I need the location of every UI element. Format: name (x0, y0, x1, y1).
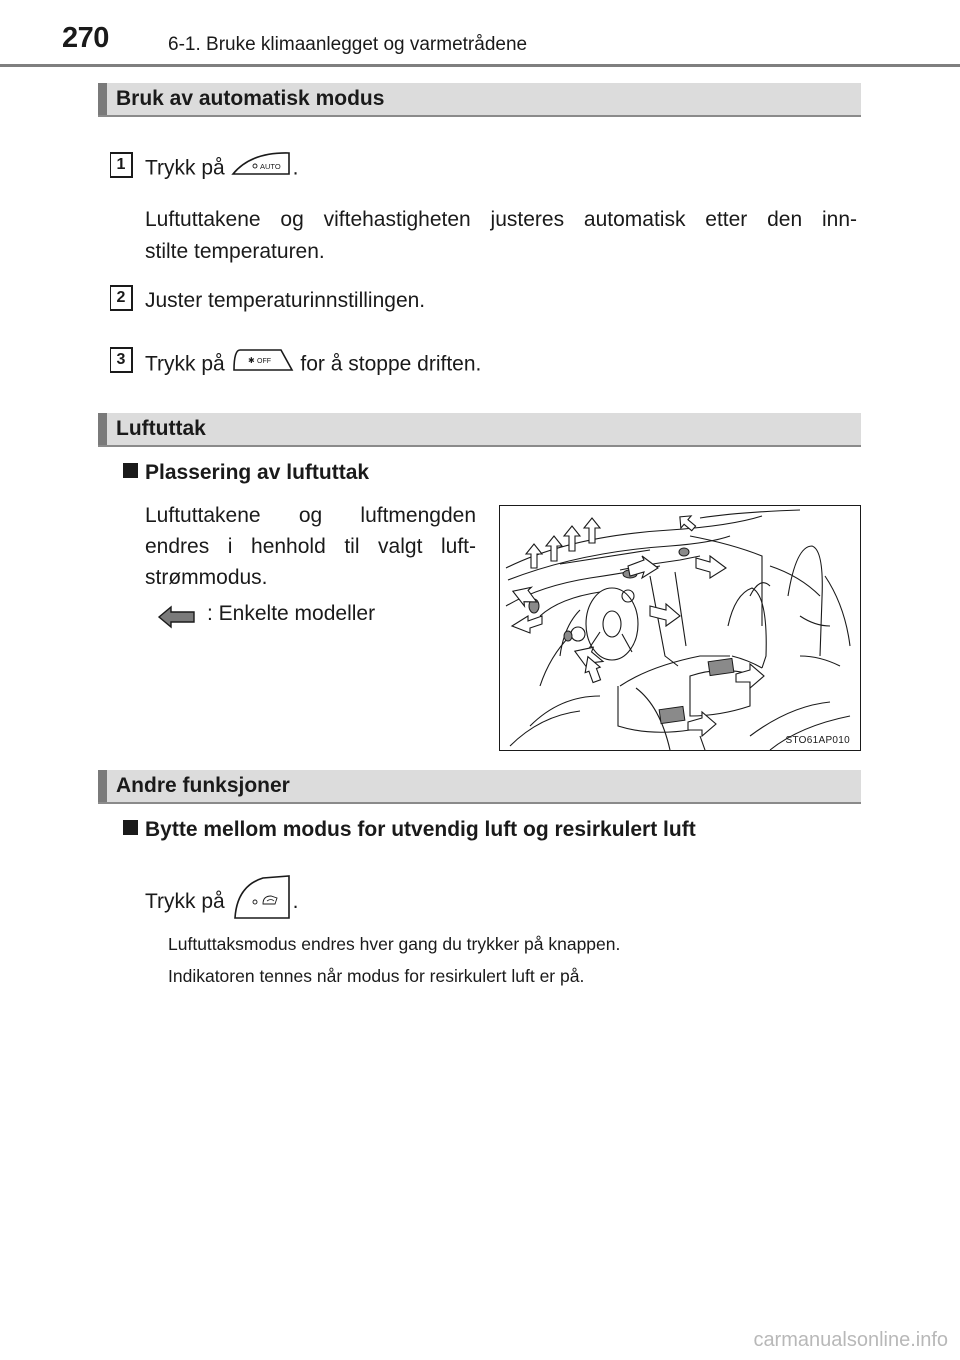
note-line-1: Luftuttaksmodus endres hver gang du trykker på knappen. (168, 934, 621, 954)
note-line-2: Indikatoren tennes når modus for resirkulert luft er på. (168, 966, 585, 986)
ac-auto-button-icon (231, 151, 293, 187)
section-heading-text: Luftuttak (116, 417, 206, 440)
square-bullet-icon (123, 820, 138, 835)
section-heading-bar (98, 83, 107, 115)
watermark: carmanualsonline.info (753, 1329, 948, 1351)
outlets-para-line-2: endres i henhold til valgt luft- (145, 535, 476, 558)
svg-text:✱: ✱ (247, 356, 255, 365)
section-heading-air-outlets (98, 413, 861, 447)
subheading-outlet-location (123, 461, 369, 485)
step-marker-3: 3 (110, 347, 133, 373)
air-outlet-arrow-icon (157, 604, 197, 635)
subheading-text: Bytte mellom modus for utvendig luft og resirkulert luft (145, 818, 696, 841)
auto-button-label: AUTO (259, 162, 281, 171)
section-heading-text: Andre funksjoner (116, 774, 290, 797)
step-1-period: . (292, 156, 299, 180)
car-interior-illustration (500, 506, 860, 750)
section-heading-bar (98, 770, 107, 802)
step-3-text-before: Trykk på (145, 352, 225, 376)
step-3-text-after: for å stoppe driften. (300, 352, 482, 376)
header-rule (0, 64, 960, 67)
recirculation-text: Trykk på (145, 890, 225, 913)
section-heading-auto-mode (98, 83, 861, 117)
step-1-instruction (145, 151, 298, 187)
air-recirculation-button-icon (231, 872, 293, 932)
off-button-label: OFF (256, 358, 271, 365)
step-marker-2: 2 (110, 285, 133, 311)
section-heading-text: Bruk av automatisk modus (116, 87, 385, 110)
legend-some-models: : Enkelte modeller (207, 602, 376, 625)
recirculation-period: . (292, 890, 299, 913)
ac-off-button-icon (231, 347, 295, 383)
step-marker-1: 1 (110, 152, 133, 178)
step-1-text: Trykk på (145, 156, 225, 180)
section-heading-bar (98, 413, 107, 445)
figure-code: STO61AP010 (785, 735, 850, 746)
outlets-para-line-1: Luftuttakene og luftmengden (145, 504, 476, 527)
step-1-detail-line-1: Luftuttakene og viftehastigheten justeres automatisk etter den inn- (145, 208, 857, 231)
chapter-title: 6-1. Bruke klimaanlegget og varmetrådene (168, 34, 528, 55)
step-2-instruction: Juster temperaturinnstillingen. (145, 289, 426, 312)
outlets-para-line-3: strømmodus. (145, 566, 268, 589)
step-1-detail-line-2: stilte temperaturen. (145, 240, 325, 263)
subheading-recirculation (123, 818, 696, 842)
step-3-instruction (145, 347, 481, 383)
subheading-text: Plassering av luftuttak (145, 461, 370, 484)
section-heading-other-functions (98, 770, 861, 804)
square-bullet-icon (123, 463, 138, 478)
interior-air-outlets-figure (499, 505, 861, 751)
page-number: 270 (62, 22, 109, 54)
recirculation-instruction (145, 872, 298, 932)
